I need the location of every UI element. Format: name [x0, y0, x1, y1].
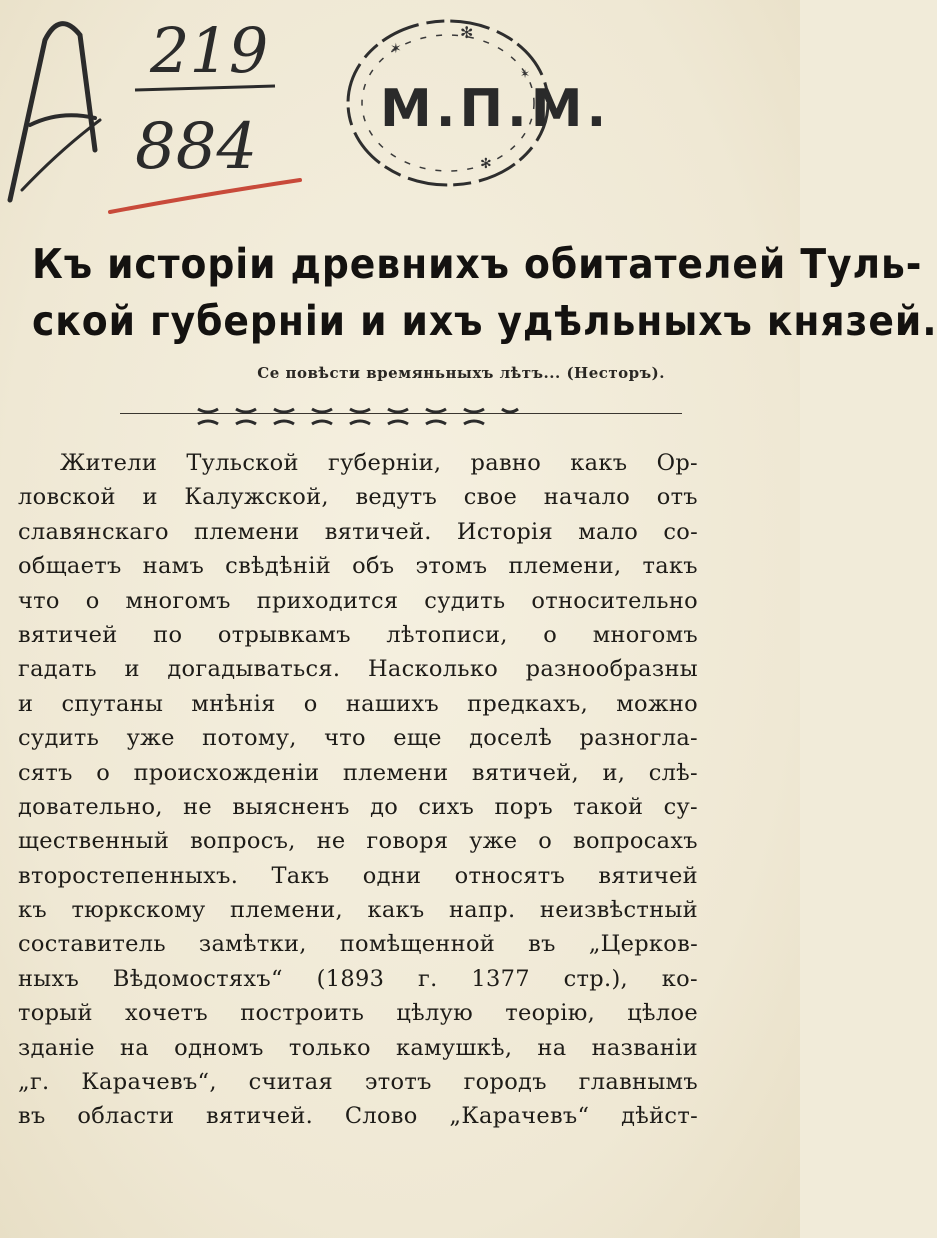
- word: племени: [194, 518, 300, 545]
- word: нашихъ: [345, 690, 439, 717]
- word: названіи: [591, 1034, 698, 1061]
- svg-text:✶: ✶: [520, 67, 531, 81]
- word: относятъ: [454, 862, 566, 889]
- divider-ornament: [198, 405, 518, 427]
- word: Карачевъ“,: [81, 1069, 217, 1096]
- word: въ: [18, 1103, 46, 1130]
- svg-text:✶: ✶: [390, 41, 402, 57]
- word: довательно,: [18, 793, 163, 820]
- word: второстепенныхъ.: [18, 862, 239, 889]
- word: такой: [573, 793, 644, 820]
- word: и,: [602, 759, 626, 786]
- word: вятичей: [598, 862, 698, 889]
- text-line: [18, 618, 698, 652]
- word: о: [538, 828, 553, 855]
- word: спутаны: [61, 690, 164, 717]
- word: ныхъ: [18, 965, 80, 992]
- article-body: [18, 446, 698, 1134]
- handwritten-shelf-mark-drawing: [0, 0, 330, 230]
- word: Калужской,: [184, 484, 329, 511]
- word: о: [96, 759, 111, 786]
- word: отрывкамъ: [217, 621, 351, 648]
- text-line: [18, 687, 698, 721]
- word: о: [303, 690, 318, 717]
- word: неизвѣстный: [539, 897, 698, 924]
- text-line: [18, 584, 698, 618]
- word: ловской: [18, 484, 116, 511]
- word: происхожденіи: [133, 759, 320, 786]
- word: „г.: [18, 1069, 50, 1096]
- word: догадываться.: [167, 656, 341, 683]
- word: судить: [18, 725, 100, 752]
- word: и: [124, 656, 140, 683]
- word: помѣщенной: [339, 931, 496, 958]
- word: уже: [126, 725, 175, 752]
- word: какъ: [367, 897, 425, 924]
- word: намъ: [142, 553, 205, 580]
- word: вятичей: [18, 621, 118, 648]
- word: хочетъ: [125, 1000, 209, 1027]
- text-line: [18, 721, 698, 755]
- word: Насколько: [367, 656, 499, 683]
- word: цѣлое: [627, 1000, 698, 1027]
- svg-text:✻: ✻: [460, 23, 474, 42]
- word: Слово: [344, 1103, 418, 1130]
- word: гадать: [18, 656, 97, 683]
- word: предкахъ,: [467, 690, 589, 717]
- word: судить: [424, 587, 506, 614]
- word: о: [85, 587, 100, 614]
- word: 1377: [471, 965, 530, 992]
- word: славянскаго: [18, 518, 169, 545]
- word: губерніи,: [327, 450, 442, 476]
- word: Вѣдомостяхъ“: [112, 965, 283, 992]
- stamp-text: М.П.М.: [380, 79, 611, 139]
- word: племени: [342, 759, 449, 786]
- word: многомъ: [125, 587, 231, 614]
- text-line: [18, 549, 698, 583]
- text-line: [18, 927, 698, 961]
- word: объ: [352, 553, 395, 580]
- word: только: [288, 1034, 371, 1061]
- word: слѣ-: [648, 759, 698, 786]
- word: камушкѣ,: [395, 1034, 513, 1061]
- word: и: [18, 690, 34, 717]
- word: напр.: [448, 897, 516, 924]
- word: ко-: [661, 965, 698, 992]
- handwritten-shelf-mark: [0, 0, 330, 230]
- article-title: [32, 236, 937, 350]
- text-line: [18, 446, 698, 480]
- title-line-2: ской губерніи и ихъ удѣльныхъ князей.: [32, 297, 937, 345]
- word: и: [142, 484, 158, 511]
- word: отъ: [656, 484, 698, 511]
- word: племени,: [508, 553, 622, 580]
- word: что: [18, 587, 60, 614]
- word: торый: [18, 1000, 93, 1027]
- word: многомъ: [592, 621, 698, 648]
- word: г.: [418, 965, 438, 992]
- word: одни: [362, 862, 422, 889]
- word: этотъ: [364, 1069, 432, 1096]
- word: до: [370, 793, 399, 820]
- word: Тульской: [186, 450, 299, 476]
- text-line: [18, 893, 698, 927]
- word: Ор-: [656, 450, 698, 476]
- word: поръ: [494, 793, 553, 820]
- word: выясненъ: [232, 793, 350, 820]
- svg-text:✻: ✻: [480, 156, 492, 172]
- word: по: [153, 621, 183, 648]
- word: равно: [470, 450, 542, 476]
- word: на: [537, 1034, 567, 1061]
- word: мало: [578, 518, 639, 545]
- word: Такъ: [271, 862, 330, 889]
- word: (1893: [316, 965, 385, 992]
- word: начало: [543, 484, 631, 511]
- word: Жители: [60, 450, 158, 476]
- word: цѣлую: [396, 1000, 474, 1027]
- handwritten-number-bottom: 884: [135, 110, 258, 184]
- word: что: [324, 725, 366, 752]
- word: не: [316, 828, 346, 855]
- word: дѣйст-: [621, 1103, 698, 1130]
- word: вопросахъ: [573, 828, 698, 855]
- word: свѣдѣній: [225, 553, 332, 580]
- word: области: [77, 1103, 175, 1130]
- word: щественный: [18, 828, 170, 855]
- word: главнымъ: [578, 1069, 698, 1096]
- text-line: [18, 859, 698, 893]
- word: „Карачевъ“: [449, 1103, 590, 1130]
- word: считая: [248, 1069, 334, 1096]
- word: вопросъ,: [190, 828, 296, 855]
- word: потому,: [202, 725, 297, 752]
- word: составитель: [18, 931, 166, 958]
- text-line: [18, 996, 698, 1030]
- word: племени,: [230, 897, 344, 924]
- word: можно: [616, 690, 698, 717]
- text-line: [18, 480, 698, 514]
- library-stamp-drawing: [330, 8, 611, 198]
- text-line: [18, 756, 698, 790]
- word: о: [543, 621, 558, 648]
- word: сихъ: [418, 793, 475, 820]
- word: въ: [528, 931, 556, 958]
- word: разнообразны: [525, 656, 698, 683]
- text-line: [18, 1065, 698, 1099]
- word: сятъ: [18, 759, 73, 786]
- text-line: [18, 824, 698, 858]
- word: относительно: [531, 587, 698, 614]
- word: приходится: [256, 587, 399, 614]
- text-line: [18, 1031, 698, 1065]
- text-line: [18, 962, 698, 996]
- divider-ornament-drawing: [198, 405, 518, 427]
- text-line: [18, 652, 698, 686]
- word: къ: [18, 897, 47, 924]
- word: су-: [663, 793, 698, 820]
- word: теорію,: [505, 1000, 596, 1027]
- word: одномъ: [174, 1034, 264, 1061]
- word: на: [120, 1034, 150, 1061]
- word: разногла-: [579, 725, 698, 752]
- word: ведутъ: [355, 484, 438, 511]
- word: говоря: [366, 828, 449, 855]
- library-stamp: [330, 8, 611, 198]
- word: еще: [393, 725, 442, 752]
- word: вятичей,: [471, 759, 579, 786]
- word: со-: [663, 518, 698, 545]
- text-line: [18, 1099, 698, 1133]
- text-line: [18, 790, 698, 824]
- handwritten-number-top: 219: [150, 14, 269, 87]
- word: построить: [240, 1000, 365, 1027]
- word: Исторія: [456, 518, 554, 545]
- word: лѣтописи,: [386, 621, 508, 648]
- word: не: [183, 793, 213, 820]
- text-line: [18, 515, 698, 549]
- epigraph: Се повѣсти времяньныхъ лѣтъ... (Несторъ).: [257, 364, 665, 382]
- word: этомъ: [415, 553, 488, 580]
- word: зданіе: [18, 1034, 95, 1061]
- word: „Церков-: [588, 931, 698, 958]
- title-line-1: Къ исторіи древнихъ обитателей Туль-: [32, 240, 923, 288]
- word: замѣтки,: [198, 931, 307, 958]
- word: мнѣнія: [191, 690, 276, 717]
- word: свое: [463, 484, 518, 511]
- word: доселѣ: [469, 725, 553, 752]
- word: какъ: [570, 450, 628, 476]
- word: тюркскому: [71, 897, 206, 924]
- word: общаетъ: [18, 553, 122, 580]
- word: вятичей.: [324, 518, 432, 545]
- word: уже: [469, 828, 518, 855]
- word: городъ: [463, 1069, 547, 1096]
- word: вятичей.: [206, 1103, 314, 1130]
- word: такъ: [642, 553, 698, 580]
- word: стр.),: [563, 965, 628, 992]
